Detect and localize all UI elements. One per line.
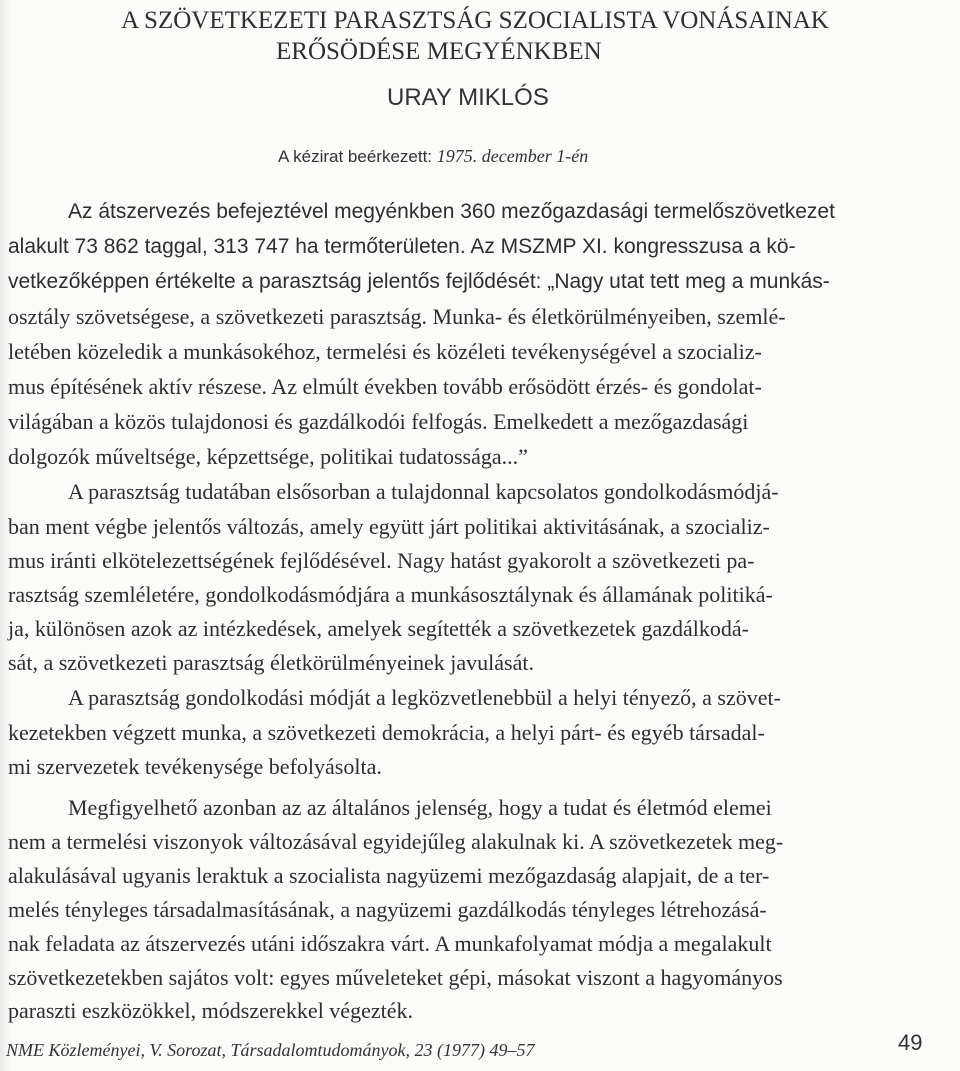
body-line: világában a közös tulajdonosi és gazdálkodói felfogás. Emelkedett a mezőgazdasági [8, 409, 749, 434]
body-line: ja, különösen azok az intézkedések, amelyek segítették a szövetkezetek gazdálkodá- [8, 616, 749, 641]
body-line: alakulásával ugyanis leraktuk a szocialista nagyüzemi mezőgazdaság alapjait, de a ter- [8, 863, 770, 888]
body-line: szövetkezetekben sajátos volt: egyes műveleteket gépi, másokat viszont a hagyományos [8, 965, 783, 990]
body-line: alakult 73 862 taggal, 313 747 ha termőterületen. Az MSZMP XI. kongresszusa a kö- [8, 235, 796, 258]
body-line: vetkezőképpen értékelte a parasztság jelentős fejlődését: „Nagy utat tett meg a munkás- [8, 270, 830, 293]
body-line: A parasztság tudatában elsősorban a tulajdonnal kapcsolatos gondolkodásmódjá- [68, 479, 779, 504]
article-title-line-2: ERŐSÖDÉSE MEGYÉNKBEN [276, 38, 602, 65]
page-number: 49 [898, 1030, 923, 1055]
body-line: mus iránti elkötelezettségének fejlődésével. Nagy hatást gyakorolt a szövetkezeti pa- [8, 548, 755, 573]
body-line: kezetekben végzett munka, a szövetkezeti demokrácia, a helyi párt- és egyéb társadal- [8, 720, 765, 745]
body-line: sát, a szövetkezeti parasztság életkörülményeinek javulását. [8, 650, 534, 675]
body-line: letében közeledik a munkásokéhoz, termelési és közéleti tevékenységével a szocializ- [8, 339, 762, 364]
body-line: mi szervezetek tevékenysége befolyásolta. [8, 754, 382, 779]
body-line: dolgozók műveltsége, képzettsége, politikai tudatossága...” [8, 444, 528, 469]
body-line: A parasztság gondolkodási módját a legközvetlenebbül a helyi tényező, a szövet- [68, 685, 781, 710]
received-date: 1975. december 1-én [436, 146, 589, 166]
article-title-line-1: A SZÖVETKEZETI PARASZTSÁG SZOCIALISTA VONÁSAINAK [121, 7, 829, 34]
body-line: paraszti eszközökkel, módszerekkel végezték. [8, 998, 413, 1023]
body-line: nem a termelési viszonyok változásával egyidejűleg alakulnak ki. A szövetkezetek meg- [8, 829, 784, 854]
received-date-line [278, 146, 588, 167]
body-line: nak feladata az átszervezés utáni időszakra várt. A munkafolyamat módja a megalakult [8, 931, 772, 956]
body-line: Az átszervezés befejeztével megyénkben 360 mezőgazdasági termelőszövetkezet [68, 200, 835, 223]
received-prefix: A kézirat beérkezett: [278, 147, 433, 166]
body-line: rasztság szemléletére, gondolkodásmódjára a munkásosztálynak és államának politiká- [8, 582, 773, 607]
body-line: Megfigyelhető azonban az az általános jelenség, hogy a tudat és életmód elemei [68, 795, 772, 820]
body-line: melés tényleges társadalmasításának, a nagyüzemi gazdálkodás tényleges létrehozásá- [8, 897, 767, 922]
body-line: mus építésének aktív részese. Az elmúlt években tovább erősödött érzés- és gondolat- [8, 374, 762, 399]
body-line: ban ment végbe jelentős változás, amely együtt járt politikai aktivitásának, a szocializ- [8, 514, 770, 539]
author-name: URAY MIKLÓS [387, 84, 549, 111]
journal-citation: NME Közleményei, V. Sorozat, Társadalomtudományok, 23 (1977) 49–57 [6, 1040, 535, 1060]
body-line: osztály szövetségese, a szövetkezeti parasztság. Munka- és életkörülményeiben, szemlé- [8, 304, 786, 329]
